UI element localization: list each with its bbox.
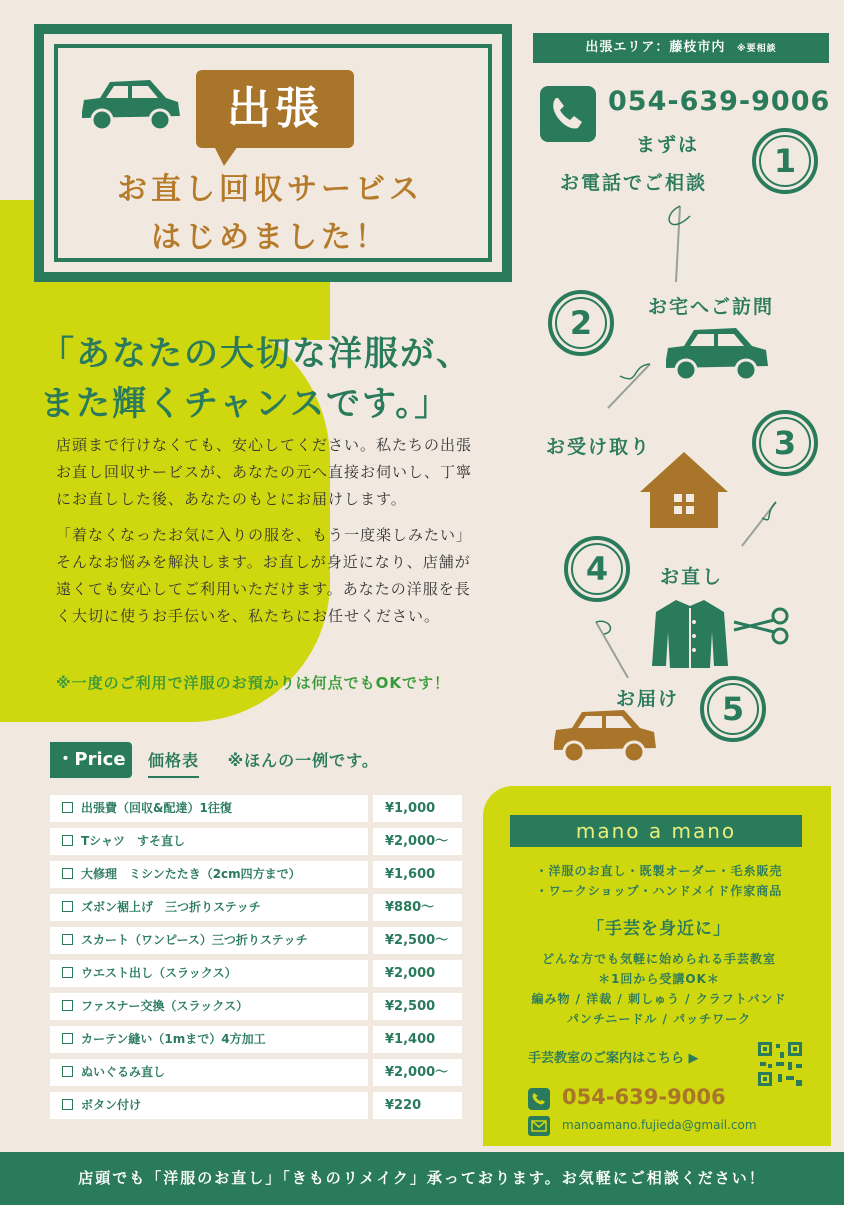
checkbox-icon <box>62 868 73 879</box>
area-label: 出張エリア：藤枝市内 <box>585 40 726 55</box>
step5-circle: 5 <box>700 676 766 742</box>
step1-label1: まずは <box>636 134 700 156</box>
footer-banner: 店頭でも「洋服のお直し」「きものリメイク」承っております。お気軽にご相談ください！ <box>0 1152 844 1205</box>
area-bar <box>533 33 829 63</box>
price-row <box>50 993 462 1020</box>
price-item-price: ¥2,500 <box>373 993 462 1020</box>
checkbox-icon <box>62 1000 73 1011</box>
car-icon <box>662 324 772 386</box>
price-row <box>50 960 462 987</box>
checkbox-icon <box>62 934 73 945</box>
checkbox-icon <box>62 835 73 846</box>
price-item-name <box>50 1026 368 1053</box>
step2-circle: 2 <box>548 290 614 356</box>
price-item-name <box>50 927 368 954</box>
price-item-label: ボタン付け <box>81 1098 142 1112</box>
header-line2: はじめました！ <box>151 220 389 255</box>
car-icon <box>74 74 184 136</box>
price-item-name <box>50 894 368 921</box>
body-note: ※一度のご利用で洋服のお預かりは何点でもOKです！ <box>56 674 450 692</box>
price-tag: ・Price <box>50 742 132 778</box>
shop-name: mano a mano <box>510 815 802 847</box>
price-item-label: スカート（ワンピース）三つ折りステッチ <box>81 933 308 947</box>
shop-lesson4: パンチニードル / パッチワーク <box>566 1012 752 1026</box>
header-line1: お直し回収サービス <box>117 172 423 207</box>
needle-icon <box>586 614 636 684</box>
price-item-name <box>50 1092 368 1119</box>
price-note: ※ほんの一例です。 <box>227 751 379 770</box>
price-item-price: ¥220 <box>373 1092 462 1119</box>
price-item-label: ファスナー交換（スラックス） <box>81 999 249 1013</box>
price-item-price: ¥2,000 <box>373 960 462 987</box>
price-item-price: ¥2,000〜 <box>373 828 462 855</box>
price-item-name <box>50 795 368 822</box>
phone-number[interactable]: 054-639-9006 <box>608 86 831 117</box>
price-row <box>50 1092 462 1119</box>
price-heading <box>148 748 379 771</box>
step3-label: お受け取り <box>546 436 652 458</box>
shop-guide-link[interactable]: 手芸教室のご案内はこちら ▶ <box>528 1051 699 1066</box>
price-item-price: ¥880〜 <box>373 894 462 921</box>
shop-phone[interactable]: 054-639-9006 <box>562 1085 726 1109</box>
price-item-label: Tシャツ すそ直し <box>81 834 185 848</box>
shop-desc1: ・洋服のお直し・既製オーダー・毛糸販売 <box>535 864 783 878</box>
price-item-label: 大修理 ミシンたたき（2cm四方まで） <box>81 867 301 881</box>
phone-icon <box>538 84 598 144</box>
body-paragraph-1: 店頭まで行けなくても、安心してください。私たちの出張お直し回収サービスが、あなたの元へ直接お伺いし、丁寧にお直しした後、あなたのもとにお届けします。 <box>56 436 473 508</box>
cardigan-icon <box>650 596 730 670</box>
price-item-name <box>50 993 368 1020</box>
car-icon <box>550 706 660 768</box>
step4-label: お直し <box>660 566 724 588</box>
price-item-label: ウエスト出し（スラックス） <box>81 966 237 980</box>
price-item-price: ¥2,000〜 <box>373 1059 462 1086</box>
step2-label: お宅へご訪問 <box>648 296 775 318</box>
checkbox-icon <box>62 802 73 813</box>
price-item-label: カーテン縫い（1mまで）4方加工 <box>81 1032 266 1046</box>
step4-circle: 4 <box>564 536 630 602</box>
checkbox-icon <box>62 967 73 978</box>
body-paragraph-2: 「着なくなったお気に入りの服を、もう一度楽しみたい」そんなお悩みを解決します。お直しが身近になり、店舗が遠くても安心してご利用いただけます。あなたの洋服を長く大切に使うお手伝いを、私たちにお任せください。 <box>56 526 473 625</box>
price-row <box>50 828 462 855</box>
qr-code-icon[interactable] <box>756 1040 804 1088</box>
price-item-label: ズボン裾上げ 三つ折りステッチ <box>81 900 261 914</box>
price-item-price: ¥1,600 <box>373 861 462 888</box>
shop-heading: 「手芸を身近に」 <box>587 919 731 939</box>
step1-label2: お電話でご相談 <box>560 172 708 194</box>
step3-circle: 3 <box>752 410 818 476</box>
price-item-name <box>50 861 368 888</box>
checkbox-icon <box>62 1066 73 1077</box>
shop-lesson2: ＊1回から受講OK＊ <box>598 972 720 986</box>
needle-icon <box>734 494 784 554</box>
price-item-label: ぬいぐるみ直し <box>81 1065 166 1079</box>
price-row <box>50 1059 462 1086</box>
price-row <box>50 795 462 822</box>
shop-email[interactable]: manoamano.fujieda@gmail.com <box>562 1118 757 1132</box>
price-item-name <box>50 960 368 987</box>
price-title: 価格表 <box>148 751 199 778</box>
price-item-price: ¥2,500〜 <box>373 927 462 954</box>
price-item-price: ¥1,400 <box>373 1026 462 1053</box>
mail-icon <box>528 1116 550 1136</box>
price-row <box>50 861 462 888</box>
title-badge: 出張 <box>196 70 354 148</box>
price-item-name <box>50 1059 368 1086</box>
price-item-price: ¥1,000 <box>373 795 462 822</box>
checkbox-icon <box>62 1033 73 1044</box>
step5-label: お届け <box>616 688 680 710</box>
shop-lesson1: どんな方でも気軽に始められる手芸教室 <box>541 952 776 966</box>
price-row <box>50 1026 462 1053</box>
catch-line2: また輝くチャンスです。」 <box>40 384 451 424</box>
checkbox-icon <box>62 1099 73 1110</box>
price-item-name <box>50 828 368 855</box>
needle-icon <box>650 196 700 286</box>
shop-lesson3: 編み物 / 洋裁 / 刺しゅう / クラフトバンド <box>531 992 787 1006</box>
shop-desc2: ・ワークショップ・ハンドメイド作家商品 <box>535 884 783 898</box>
price-row <box>50 894 462 921</box>
needle-icon <box>600 356 660 416</box>
scissors-icon <box>730 606 792 646</box>
checkbox-icon <box>62 901 73 912</box>
area-small: ※要相談 <box>736 44 777 54</box>
catch-line1: 「あなたの大切な洋服が、 <box>40 334 472 374</box>
phone-icon <box>528 1088 550 1110</box>
price-row <box>50 927 462 954</box>
house-icon <box>636 448 732 532</box>
step1-circle: 1 <box>752 128 818 194</box>
price-item-label: 出張費（回収&配達）1往復 <box>81 801 232 815</box>
